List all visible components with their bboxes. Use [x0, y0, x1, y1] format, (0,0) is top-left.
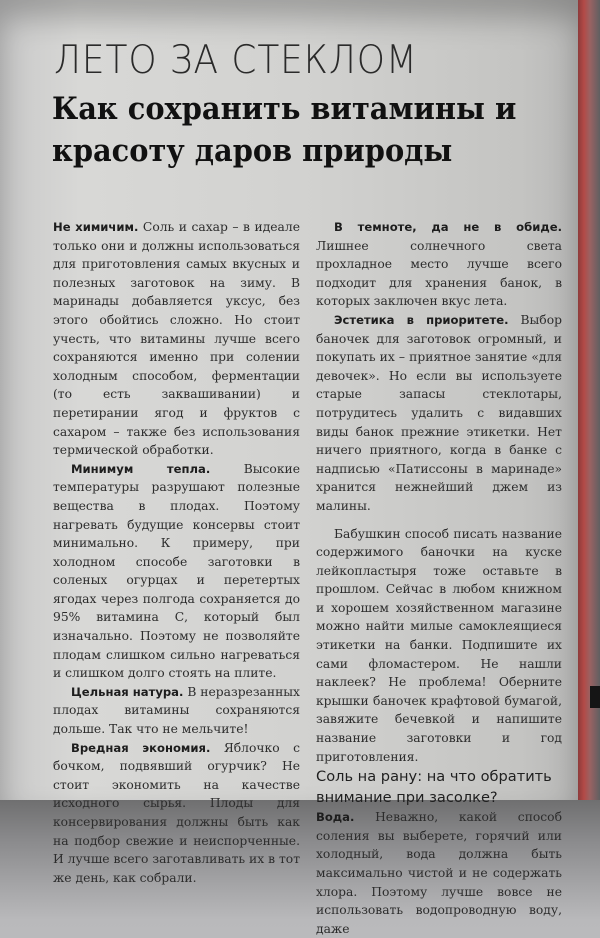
paragraph-lead: Не химичим.: [53, 220, 139, 234]
paragraph-aesthetics: [316, 311, 562, 516]
paragraph-text: Соль и сахар – в идеале только они и должны использоваться для приготовления самых вкусных и полезных заготовок на зиму. В маринады добавляется уксус, без этого обойтись сложно. Но стоит учесть, что витамины лучше всего сохраняются именно при солении холодным способом, ферментации (то есть заквашивании) и перетирании ягод и фруктов с сахаром – также без использования термической обработки.: [53, 220, 300, 458]
paragraph-text: В неразрезанных плодах витамины сохраняются дольше. Так что не мельчите!: [53, 684, 300, 737]
magazine-spine-edge: [578, 0, 600, 800]
paragraph-lead: Вредная экономия.: [71, 740, 211, 755]
paragraph-harmful-economy: [53, 739, 300, 888]
paragraph-lead: Эстетика в приоритете.: [334, 312, 509, 327]
article-kicker: ЛЕТО ЗА СТЕКЛОМ: [54, 38, 418, 83]
page-end-marker: [590, 686, 600, 708]
paragraph-in-darkness: [316, 218, 562, 311]
paragraph-lead: Вода.: [316, 810, 355, 825]
paragraph-lead: Минимум тепла.: [71, 461, 211, 476]
paragraph-text: Бабушкин способ писать название содержимого баночки на куске лейкопластыря тоже оставьте в прошлом. Сейчас в любом книжном и хорошем хозяйственном магазине можно найти милые самоклеящиеся этикетки на банки. Подпишите их сами фломастером. Не нашли наклеек? Не проблема! Оберните крышки баночек крафтовой бумагой, завяжите бечевкой и напишите название заготовки и год приготовления.: [316, 526, 562, 764]
paragraph-text: Лишнее солнечного света прохладное место лучше всего подходит для хранения банок, в которых заключен вкус лета.: [316, 238, 562, 309]
paragraph-water: [316, 808, 562, 938]
section-subheading: Соль на рану: на что обратить внимание при засолке?: [316, 768, 552, 807]
paragraph-whole-nature: [53, 683, 300, 739]
paragraph-text: Яблочко с бочком, подвявший огурчик? Не стоит экономить на качестве исходного сырья. Плоды для консервирования должны быть как на подбор свежие и неиспорченные. И лучше всего заготавливать их в тот же день, как собрали.: [53, 740, 300, 885]
paragraph-lead: Цельная натура.: [71, 684, 184, 699]
paragraph-text: Выбор баночек для заготовок огромный, и покупать их – приятное занятие «для девочек». Но если вы используете старые запасы стеклотары, потрудитесь удалить с видавших виды банок прежние этикетки. Нет ничего приятного, когда в банке с надписью «Патиссоны в маринаде» хранится нежнейший джем из малины.: [316, 312, 562, 513]
left-column: [53, 218, 300, 887]
right-column: [316, 218, 562, 938]
paragraph-no-chemicals: [53, 218, 300, 460]
paragraph-grandma-method: [316, 525, 562, 767]
paragraph-text: Высокие температуры разрушают полезные вещества в плодах. Поэтому нагревать будущие консервы стоит минимально. К примеру, при холодном способе заготовки в соленых огурцах и перетертых ягодах через полгода сохраняется до 95% витамина С, который был изначально. Поэтому не позволяйте плодам слишком сильно нагреваться и слишком долго стоять на плите.: [53, 461, 300, 681]
article-headline: Как сохранить витамины и красоту даров природы: [52, 91, 517, 169]
paragraph-text: Неважно, какой способ соления вы выберете, горячий или холодный, вода должна быть максимально чистой и не содержать хлора. Поэтому лучше вовсе не использовать водопроводную воду, даже: [316, 810, 562, 936]
paragraph-lead: В темноте, да не в обиде.: [334, 220, 562, 234]
paragraph-minimum-heat: [53, 460, 300, 683]
